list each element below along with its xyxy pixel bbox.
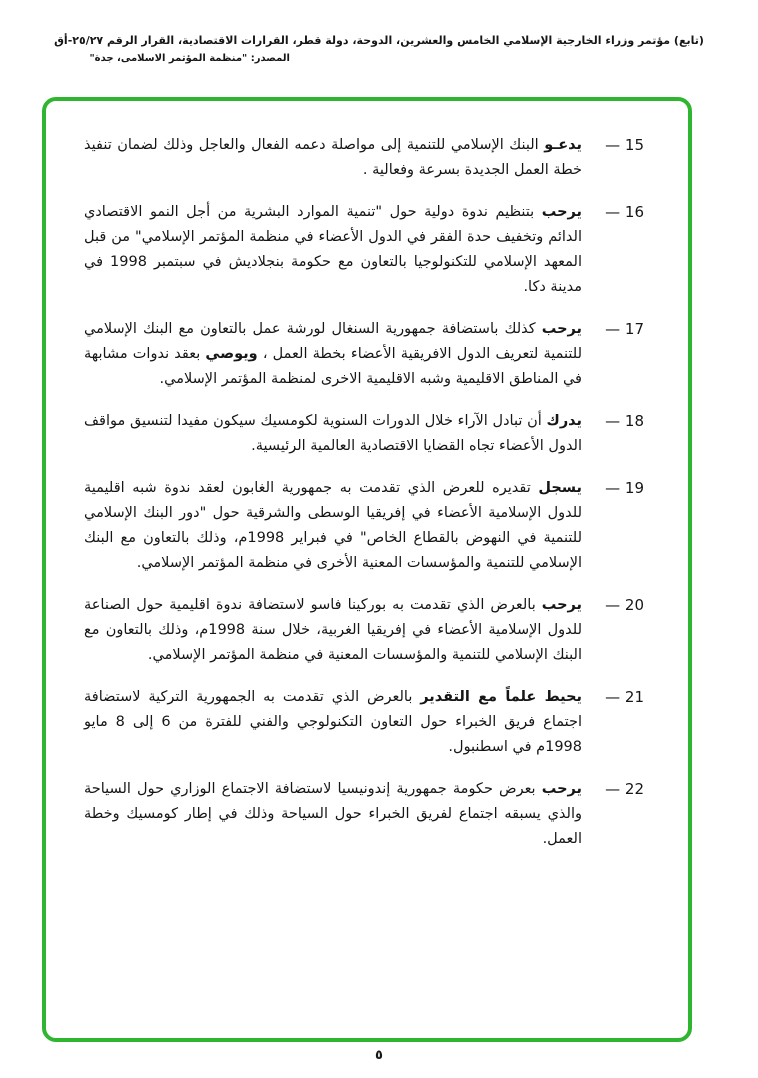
item-text	[84, 777, 582, 852]
item-number: 17 —	[605, 320, 644, 338]
page-header	[0, 0, 758, 64]
list-item	[84, 133, 644, 183]
resolution-green-box	[42, 97, 692, 1042]
item-number: 21 —	[605, 688, 644, 706]
item-body: بتنظيم ندوة دولية حول "تنمية الموارد البشرية من أجل النمو الاقتصادي الدائم وتخفيف حدة الفقر في الدول الأعضاء في منظمة المؤتمر الإسلامي" من قبل المعهد الإسلامي للتكنولوجيا بالتعاون مع حكومة بنجلاديش في سبتمبر 1998 في مدينة دكا.	[84, 204, 582, 295]
item-number: 20 —	[605, 596, 644, 614]
list-item	[84, 200, 644, 300]
item-lead: يرحب	[541, 321, 582, 337]
header-title: (تابع) مؤتمر وزراء الخارجية الإسلامي الخامس والعشرين، الدوحة، دولة قطر، القرارات الاقتصادية، القرار الرقم ٢٥/٢٧-أق	[54, 34, 704, 47]
item-text	[84, 133, 582, 183]
item-lead: يدعـو	[544, 137, 582, 153]
list-item	[84, 476, 644, 576]
list-item	[84, 777, 644, 852]
item-number: 22 —	[605, 780, 644, 798]
item-lead: يرحب	[541, 781, 582, 797]
item-text	[84, 317, 582, 392]
item-lead: يدرك	[546, 413, 582, 429]
item-lead: يحيط علماً مع التقدير	[420, 689, 582, 705]
item-lead: يسجل	[538, 480, 582, 496]
item-body: أن تبادل الآراء خلال الدورات السنوية لكومسيك سيكون مفيدا لتنسيق مواقف الدول الأعضاء تجاه القضايا الاقتصادية العالمية الرئيسية.	[84, 413, 582, 454]
item-body: بالعرض الذي تقدمت به بوركينا فاسو لاستضافة ندوة اقليمية حول الصناعة للدول الإسلامية الأعضاء في إفريقيا الغربية، خلال سنة 1998م، وذلك بالتعاون مع البنك الإسلامي للتنمية والمؤسسات المعنية في منظمة المؤتمر الإسلامي.	[84, 597, 582, 663]
item-body: بعرض حكومة جمهورية إندونيسيا لاستضافة الاجتماع الوزاري حول السياحة والذي يسبقه اجتماع لفريق الخبراء حول السياحة وذلك في إطار كومسيك وخطة العمل.	[84, 781, 582, 847]
item-body: كذلك باستضافة جمهورية السنغال لورشة عمل بالتعاون مع البنك الإسلامي للتنمية لتعريف الدول الافريقية الأعضاء بخطة العمل ،	[84, 321, 582, 362]
item-number: 15 —	[605, 136, 644, 154]
item-body: البنك الإسلامي للتنمية إلى مواصلة دعمه الفعال والعاجل وذلك لضمان تنفيذ خطة العمل الجديدة بسرعة وفعالية .	[84, 137, 582, 178]
item-body-secondary: بعقد ندوات مشابهة في المناطق الاقليمية وشبه الاقليمية الاخرى لمنظمة المؤتمر الإسلامي.	[84, 346, 582, 387]
header-source: المصدر: "منظمة المؤتمر الاسلامى، جدة"	[89, 53, 290, 64]
item-lead-secondary: ويوصي	[205, 346, 258, 362]
page-number: ٥	[375, 1048, 383, 1063]
item-text	[84, 476, 582, 576]
list-item	[84, 593, 644, 668]
item-body: تقديره للعرض الذي تقدمت به جمهورية الغابون لعقد ندوة شبه اقليمية للدول الإسلامية الأعضاء في إفريقيا الوسطى والشرقية حول "دور البنك الإسلامي للتنمية في النهوض بالقطاع الخاص" في فبراير 1998م، وذلك بالتعاون مع البنك الإسلامي للتنمية والمؤسسات المعنية الأخرى في منظمة المؤتمر الإسلامي.	[84, 480, 583, 571]
item-number: 16 —	[605, 203, 644, 221]
item-text	[84, 409, 582, 459]
item-lead: يرحب	[541, 597, 582, 613]
item-body: بالعرض الذي تقدمت به الجمهورية التركية لاستضافة اجتماع فريق الخبراء حول التعاون التكنولوجي والفني للفترة من 6 إلى 8 مايو 1998م في اسطنبول.	[84, 689, 582, 755]
item-lead: يرحب	[541, 204, 582, 220]
list-item	[84, 409, 644, 459]
item-text	[84, 685, 582, 760]
item-text	[84, 200, 582, 300]
list-item	[84, 317, 644, 392]
item-text	[84, 593, 582, 668]
list-item	[84, 685, 644, 760]
item-number: 19 —	[605, 479, 644, 497]
item-number: 18 —	[605, 412, 644, 430]
